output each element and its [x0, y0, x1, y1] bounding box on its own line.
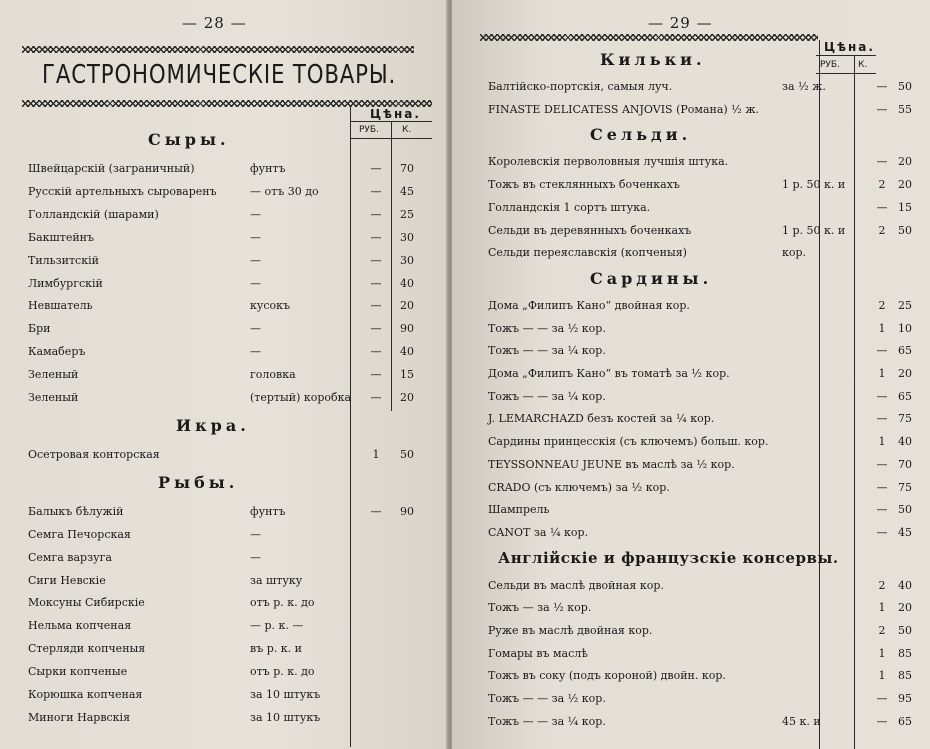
- header-rule: [816, 73, 876, 74]
- item-rubles: —: [876, 102, 888, 116]
- item-kopecks: 50: [898, 223, 912, 237]
- item-kopecks: 40: [898, 435, 912, 449]
- item-rubles: —: [876, 80, 888, 93]
- price-row: [28, 391, 428, 405]
- item-kopecks: 20: [898, 367, 912, 380]
- item-kopecks: 85: [898, 669, 912, 683]
- item-unit: отъ р. к. до: [250, 665, 315, 679]
- item-rubles: —: [876, 503, 888, 517]
- item-unit: —: [250, 207, 261, 221]
- item-rubles: 2: [878, 178, 886, 192]
- item-unit: головка: [250, 368, 296, 382]
- price-row: [28, 254, 428, 268]
- item-rubles: —: [370, 504, 382, 518]
- price-row: [488, 669, 912, 683]
- kop-header: К.: [858, 60, 868, 70]
- item-unit: отъ р. к. до: [250, 596, 315, 610]
- item-rubles: 2: [878, 223, 886, 237]
- item-kopecks: 40: [898, 578, 912, 592]
- price-row: [488, 178, 912, 192]
- price-row: [488, 624, 912, 638]
- item-rubles: —: [876, 525, 888, 539]
- item-name: Осетровая конторская: [28, 447, 160, 461]
- item-name: Зеленый: [28, 391, 79, 404]
- rub-header: РУБ.: [359, 125, 379, 135]
- ornament-rule: [22, 100, 432, 107]
- item-name: Голландскiя 1 сортъ штука.: [488, 200, 651, 214]
- item-rubles: —: [876, 714, 888, 728]
- price-row: [28, 322, 428, 336]
- price-row: [28, 208, 428, 222]
- price-row: [488, 480, 912, 495]
- item-kopecks: 55: [898, 102, 912, 116]
- price-row: [28, 277, 428, 291]
- price-row: [488, 200, 912, 215]
- item-rubles: —: [876, 412, 888, 426]
- item-kopecks: 65: [898, 389, 912, 403]
- item-rubles: 1: [878, 601, 886, 615]
- item-kopecks: 10: [898, 321, 912, 335]
- price-row: [488, 367, 912, 381]
- item-name: J. LEMARCHAZD безъ костей за ¼ кор.: [488, 412, 715, 426]
- item-rubles: —: [370, 230, 382, 244]
- item-rubles: —: [370, 253, 382, 267]
- item-name: Сельди въ маслѣ двойная кор.: [488, 578, 664, 592]
- item-rubles: —: [370, 299, 382, 313]
- item-name: Тожъ — — за ½ кор.: [488, 692, 606, 706]
- item-name: Дома „Филипъ Кано“ двойная кор.: [488, 298, 690, 312]
- item-name: Дома „Филипъ Кано“ въ томатѣ за ½ кор.: [488, 367, 730, 380]
- item-name: Стерляди копченыя: [28, 642, 146, 656]
- item-rubles: 1: [878, 435, 886, 449]
- item-name: Королевскiя перволовныя лучшiя штука.: [488, 155, 729, 169]
- price-row: [28, 528, 428, 542]
- item-unit: (тертый) коробка: [250, 391, 352, 404]
- item-name: Тожъ въ соку (подъ короной) двойн. кор.: [488, 669, 726, 683]
- price-row: [488, 578, 912, 593]
- item-unit: —: [250, 230, 261, 244]
- price-row: [488, 435, 912, 449]
- item-unit: за 10 штукъ: [250, 710, 321, 724]
- header-rule: [816, 55, 876, 56]
- item-kopecks: 50: [898, 624, 912, 637]
- item-name: Тожъ — — за ½ кор.: [488, 321, 606, 335]
- item-unit: 1 р. 50 к. и: [782, 223, 846, 237]
- item-rubles: —: [370, 391, 382, 404]
- price-row: [28, 505, 428, 519]
- price-row: [488, 412, 912, 426]
- item-unit: фунтъ: [250, 504, 286, 518]
- item-kopecks: 20: [898, 155, 912, 169]
- item-name: Руже въ маслѣ двойная кор.: [488, 624, 653, 637]
- item-unit: 45 к. и: [782, 714, 821, 728]
- item-rubles: —: [876, 155, 888, 169]
- item-rubles: —: [876, 344, 888, 358]
- item-kopecks: 30: [400, 253, 414, 267]
- price-header: Цѣна.: [824, 40, 875, 54]
- price-row: [28, 448, 428, 462]
- item-unit: 1 р. 50 к. и: [782, 178, 846, 192]
- section-title: Кильки.: [600, 50, 706, 69]
- item-name: FINASTE DELICATESS ANJOVIS (Романа) ½ ж.: [488, 102, 759, 116]
- item-name: Гомары въ маслѣ: [488, 646, 588, 660]
- price-row: [488, 503, 912, 517]
- price-row: [488, 246, 908, 260]
- item-rubles: —: [370, 184, 382, 198]
- item-unit: кор.: [782, 246, 807, 260]
- item-name: Тожъ — за ½ кор.: [488, 601, 592, 615]
- item-name: Сельди переяславскiя (копченыя): [488, 246, 687, 260]
- item-name: Лимбургскiй: [28, 276, 103, 290]
- item-kopecks: 65: [898, 714, 912, 728]
- item-rubles: 1: [878, 367, 886, 380]
- item-name: Швейцарскiй (заграничный): [28, 162, 195, 175]
- item-name: Тожъ — — за ¼ кор.: [488, 344, 606, 358]
- item-rubles: 2: [878, 624, 886, 637]
- left-page: [0, 0, 448, 749]
- item-name: Корюшка копченая: [28, 688, 143, 701]
- price-row: [28, 596, 428, 610]
- price-row: [28, 345, 428, 359]
- ornament-rule: [480, 34, 818, 41]
- item-kopecks: 90: [400, 504, 414, 518]
- item-name: Тожъ въ стеклянныхъ боченкахъ: [488, 178, 680, 192]
- item-rubles: 2: [878, 298, 886, 312]
- item-unit: —: [250, 550, 261, 564]
- item-kopecks: 40: [400, 276, 414, 290]
- item-kopecks: 90: [400, 322, 414, 336]
- item-rubles: —: [876, 200, 888, 214]
- price-row: [28, 688, 428, 702]
- item-unit: —: [250, 527, 261, 541]
- item-name: Сардины принцесскiя (съ ключемъ) больш. кор.: [488, 435, 769, 449]
- price-row: [28, 711, 428, 725]
- item-name: Камаберъ: [28, 345, 86, 359]
- item-name: Голландскiй (шарами): [28, 207, 159, 221]
- item-rubles: —: [370, 322, 382, 336]
- rub-header: РУБ.: [820, 60, 840, 70]
- item-name: Бри: [28, 322, 51, 336]
- item-name: Сырки копченые: [28, 665, 128, 679]
- item-rubles: —: [876, 389, 888, 403]
- item-name: TEYSSONNEAU JEUNE въ маслѣ за ½ кор.: [488, 457, 735, 471]
- price-row: [28, 642, 428, 656]
- item-kopecks: 25: [400, 207, 414, 221]
- item-unit: —: [250, 345, 261, 359]
- item-unit: —: [250, 253, 261, 267]
- item-kopecks: 75: [898, 412, 912, 426]
- page-number: — 28 —: [182, 14, 247, 32]
- item-name: CRADO (съ ключемъ) за ½ кор.: [488, 480, 670, 494]
- item-rubles: —: [370, 345, 382, 359]
- item-kopecks: 85: [898, 646, 912, 660]
- item-name: Балтiйско-портскiя, самыя луч.: [488, 80, 673, 93]
- item-rubles: —: [370, 368, 382, 382]
- item-name: Тожъ — — за ¼ кор.: [488, 714, 606, 728]
- item-name: Нельма копченая: [28, 619, 132, 633]
- item-kopecks: 45: [400, 184, 414, 198]
- item-kopecks: 40: [400, 345, 414, 359]
- item-rubles: 2: [878, 578, 886, 592]
- item-name: Тожъ — — за ¼ кор.: [488, 389, 606, 403]
- item-kopecks: 75: [898, 480, 912, 494]
- ornament-rule: [22, 46, 414, 53]
- item-unit: — р. к. —: [250, 619, 304, 633]
- price-row: [488, 102, 912, 117]
- price-row: [488, 389, 912, 404]
- item-unit: —: [250, 322, 261, 336]
- item-unit: въ р. к. и: [250, 642, 302, 656]
- item-kopecks: 25: [898, 298, 912, 312]
- item-name: Сиги Невскiе: [28, 573, 106, 587]
- item-kopecks: 45: [898, 525, 912, 539]
- page-number: — 29 —: [648, 14, 713, 32]
- item-rubles: 1: [372, 447, 380, 461]
- item-kopecks: 15: [400, 368, 414, 382]
- item-unit: за ½ ж.: [782, 80, 826, 93]
- section-title: Рыбы.: [158, 472, 239, 492]
- item-kopecks: 50: [898, 80, 912, 93]
- price-row: [28, 162, 428, 176]
- item-unit: за штуку: [250, 573, 303, 587]
- price-row: [488, 601, 912, 615]
- price-row: [28, 299, 428, 313]
- price-row: [488, 344, 912, 358]
- item-kopecks: 30: [400, 230, 414, 244]
- price-row: [488, 155, 912, 169]
- price-row: [28, 574, 428, 588]
- item-kopecks: 15: [898, 200, 912, 214]
- item-unit: — отъ 30 до: [250, 184, 319, 198]
- item-kopecks: 95: [898, 692, 912, 706]
- item-kopecks: 20: [898, 601, 912, 615]
- price-row: [28, 185, 428, 199]
- item-name: Зеленый: [28, 368, 79, 382]
- item-rubles: —: [370, 207, 382, 221]
- item-rubles: —: [876, 692, 888, 706]
- price-row: [28, 231, 428, 245]
- item-kopecks: 50: [400, 447, 414, 461]
- price-row: [488, 223, 912, 238]
- price-row: [488, 457, 912, 472]
- item-kopecks: 20: [400, 391, 414, 404]
- section-title: Икра.: [176, 415, 250, 435]
- item-rubles: —: [370, 162, 382, 175]
- section-title: Англiйскiе и французскiе консервы.: [498, 548, 839, 567]
- item-kopecks: 70: [898, 457, 912, 471]
- item-unit: кусокъ: [250, 299, 291, 313]
- price-row: [488, 80, 912, 94]
- section-title: Сардины.: [590, 268, 713, 288]
- price-row: [488, 321, 912, 336]
- price-row: [488, 714, 912, 729]
- price-row: [28, 665, 428, 679]
- item-name: CANOT за ¼ кор.: [488, 525, 589, 539]
- item-rubles: 1: [878, 646, 886, 660]
- item-kopecks: 65: [898, 344, 912, 358]
- kop-header: К.: [402, 125, 412, 135]
- page-title: ГАСТРОНОМИЧЕСКIЕ ТОВАРЫ.: [42, 60, 397, 90]
- item-rubles: 1: [878, 669, 886, 683]
- item-name: Семга Печорская: [28, 527, 131, 541]
- item-name: Шампрель: [488, 503, 550, 517]
- item-name: Сельди въ деревянныхъ боченкахъ: [488, 223, 692, 237]
- item-name: Невшатель: [28, 299, 93, 313]
- item-unit: за 10 штукъ: [250, 688, 321, 701]
- item-kopecks: 20: [898, 178, 912, 192]
- item-name: Тильзитскiй: [28, 253, 99, 267]
- price-row: [488, 692, 912, 706]
- item-rubles: —: [876, 480, 888, 494]
- item-kopecks: 50: [898, 503, 912, 517]
- item-unit: фунтъ: [250, 162, 286, 175]
- price-row: [488, 646, 912, 661]
- section-title: Сельди.: [590, 125, 692, 145]
- item-name: Бакштейнъ: [28, 230, 94, 244]
- item-kopecks: 20: [400, 299, 414, 313]
- item-name: Семга варзуга: [28, 550, 112, 564]
- item-name: Миноги Нарвскiя: [28, 710, 131, 724]
- item-name: Моксуны Сибирскiе: [28, 596, 145, 610]
- price-row: [488, 298, 912, 313]
- item-name: Балыкъ бѣлужiй: [28, 504, 124, 518]
- price-row: [488, 525, 912, 540]
- item-rubles: —: [370, 276, 382, 290]
- item-unit: —: [250, 276, 261, 290]
- price-row: [28, 619, 428, 633]
- price-row: [28, 551, 428, 565]
- item-name: Русскiй артельныхъ сыроваренъ: [28, 184, 217, 198]
- right-page: [452, 0, 930, 749]
- item-kopecks: 70: [400, 162, 414, 175]
- price-row: [28, 368, 428, 382]
- section-title: Сыры.: [148, 130, 230, 149]
- item-rubles: 1: [878, 321, 886, 335]
- item-rubles: —: [876, 457, 888, 471]
- price-header: Цѣна.: [370, 107, 421, 121]
